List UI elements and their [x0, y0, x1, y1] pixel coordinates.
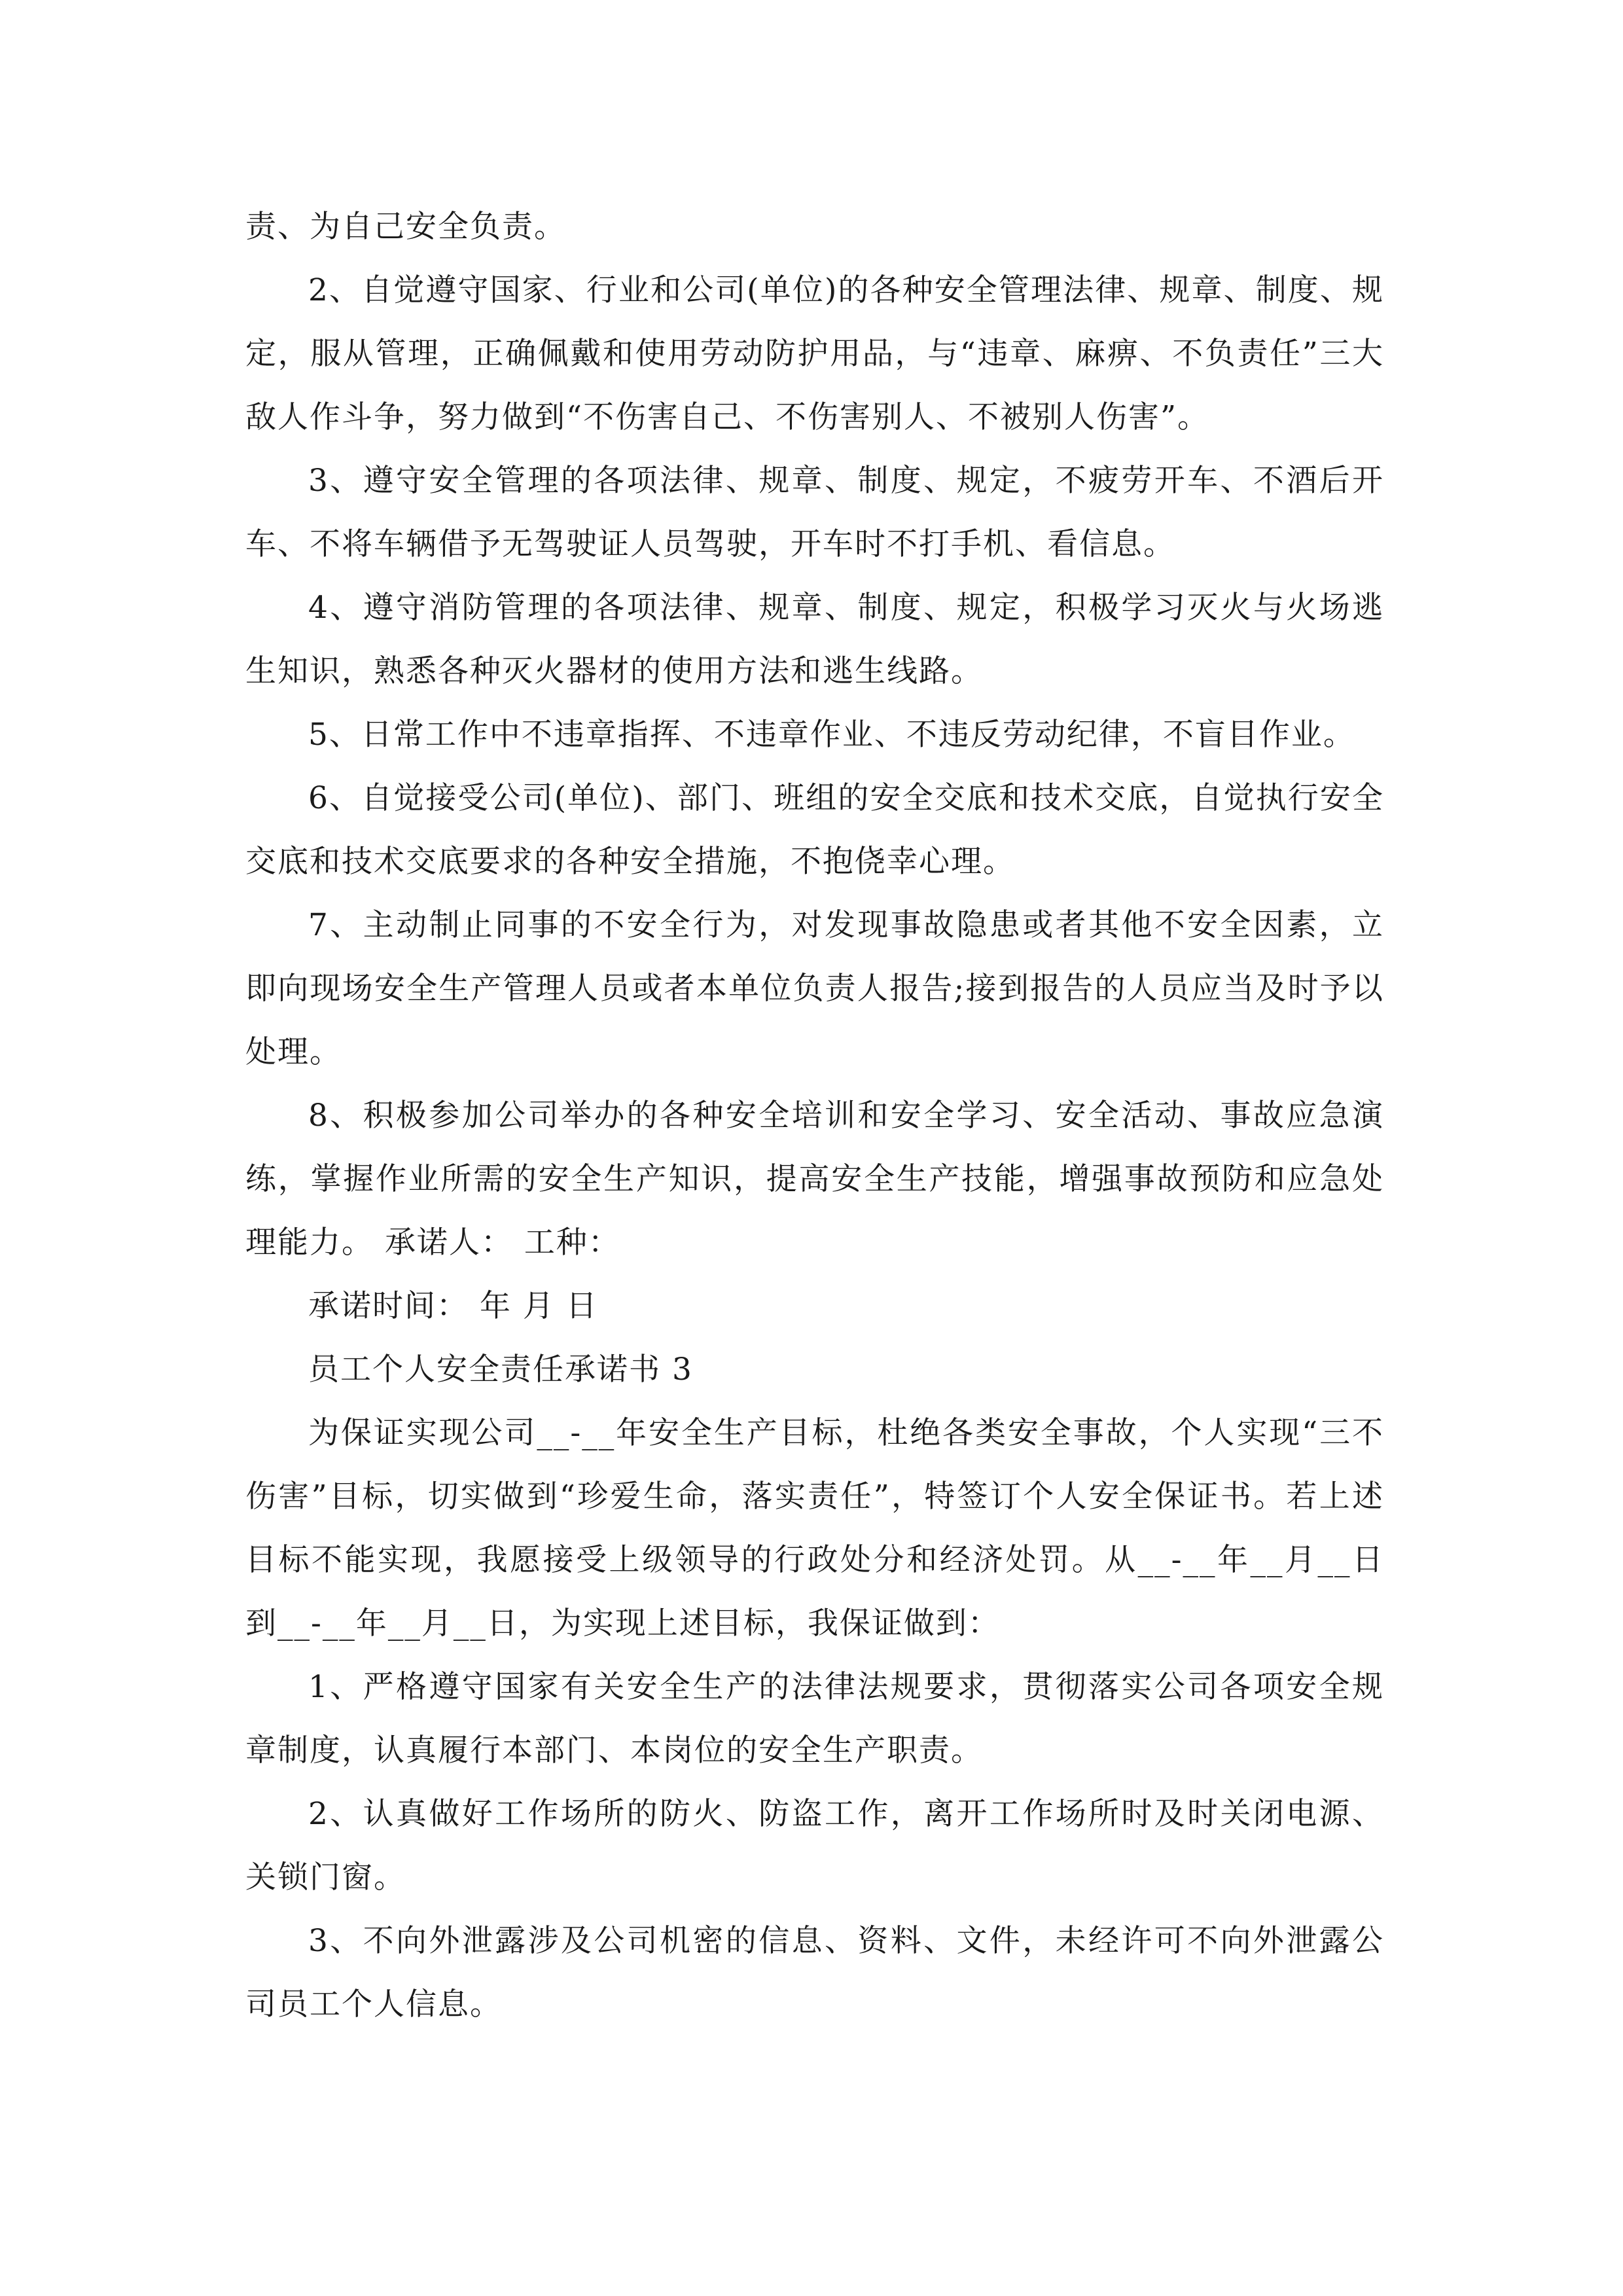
- pledge-date-line: 承诺时间： 年 月 日: [308, 1288, 598, 1324]
- paragraph-item-3: 3、遵守安全管理的各项法律、规章、制度、规定，不疲劳开车、不酒后开车、不将车辆借予无驾驶证人员驾驶，开车时不打手机、看信息。: [245, 463, 1384, 562]
- paragraph-intro: 为保证实现公司__-__年安全生产目标，杜绝各类安全事故，个人实现“三不伤害”目标，切实做到“珍爱生命，落实责任”，特签订个人安全保证书。若上述目标不能实现，我愿接受上级领导的行政处分和经济处罚。从__-__年__月__日到__-__年__月__日，为实现上述目标，我保证做到：: [245, 1415, 1384, 1641]
- document-body: [245, 195, 1384, 2036]
- paragraph-item-4: 4、遵守消防管理的各项法律、规章、制度、规定，积极学习灭火与火场逃生知识，熟悉各种灭火器材的使用方法和逃生线路。: [245, 590, 1384, 689]
- paragraph-pledge-2: 2、认真做好工作场所的防火、防盗工作，离开工作场所时及时关闭电源、关锁门窗。: [245, 1796, 1384, 1895]
- paragraph-item-7: 7、主动制止同事的不安全行为，对发现事故隐患或者其他不安全因素，立即向现场安全生产管理人员或者本单位负责人报告;接到报告的人员应当及时予以处理。: [245, 907, 1384, 1070]
- paragraph-item-6: 6、自觉接受公司(单位)、部门、班组的安全交底和技术交底，自觉执行安全交底和技术交底要求的各种安全措施，不抱侥幸心理。: [245, 780, 1384, 880]
- paragraph-pledge-1: 1、严格遵守国家有关安全生产的法律法规要求，贯彻落实公司各项安全规章制度，认真履行本部门、本岗位的安全生产职责。: [245, 1669, 1384, 1768]
- section-title: 员工个人安全责任承诺书 3: [308, 1352, 693, 1388]
- paragraph-item-5: 5、日常工作中不违章指挥、不违章作业、不违反劳动纪律，不盲目作业。: [308, 717, 1355, 753]
- paragraph-item-8: 8、积极参加公司举办的各种安全培训和安全学习、安全活动、事故应急演练，掌握作业所需的安全生产知识，提高安全生产技能，增强事故预防和应急处理能力。 承诺人： 工种：: [245, 1098, 1384, 1261]
- paragraph-pledge-3: 3、不向外泄露涉及公司机密的信息、资料、文件，未经许可不向外泄露公司员工个人信息。: [245, 1923, 1384, 2022]
- paragraph-item-2: 2、自觉遵守国家、行业和公司(单位)的各种安全管理法律、规章、制度、规定，服从管理，正确佩戴和使用劳动防护用品，与“违章、麻痹、不负责任”三大敌人作斗争，努力做到“不伤害自己、不伤害别人、不被别人伤害”。: [245, 272, 1384, 435]
- paragraph-continuation: 责、为自己安全负责。: [245, 209, 566, 245]
